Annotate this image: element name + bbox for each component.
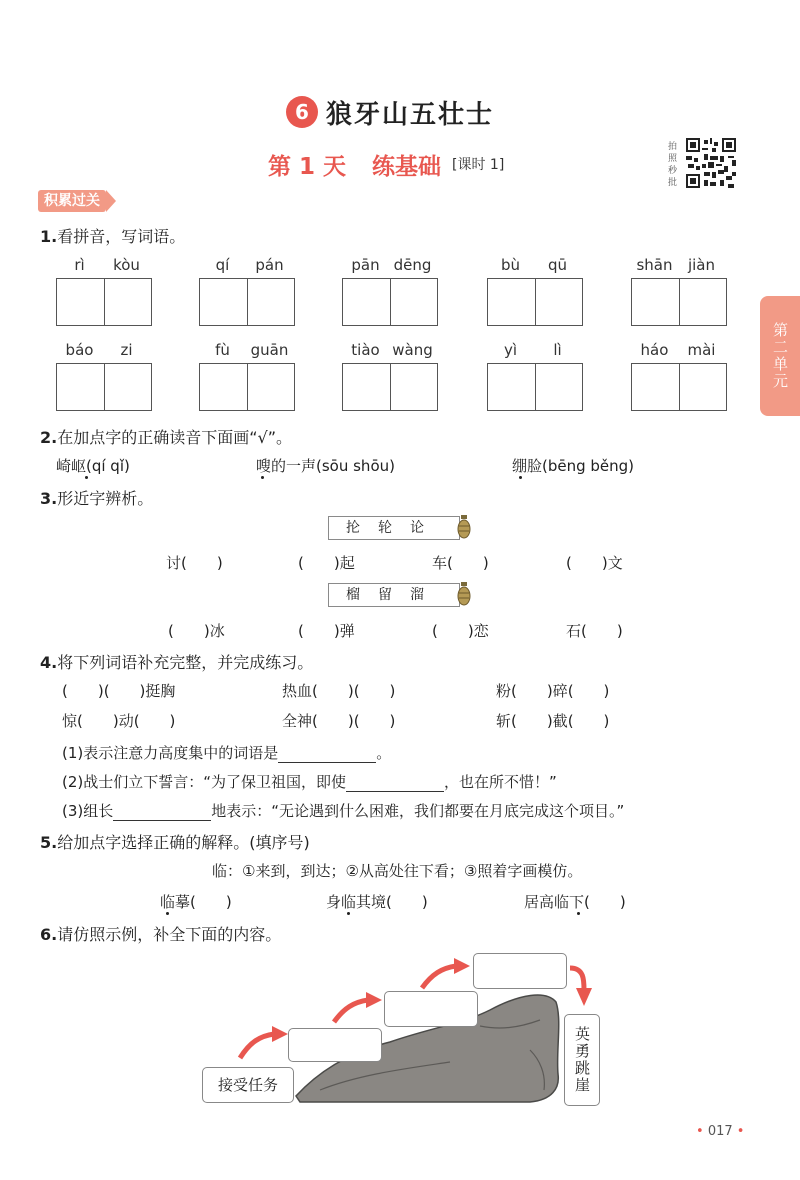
pinyin-label: fù (215, 341, 230, 359)
question-4 (40, 650, 313, 673)
pinyin-label: kòu (113, 256, 140, 274)
writing-cell[interactable] (343, 364, 391, 410)
sub-question-text: ，也在所不惜！” (444, 773, 557, 791)
question-text: 看拼音，写词语。 (57, 227, 186, 246)
sub-question-2 (62, 771, 557, 792)
sub-question-text: (3)组长 (62, 802, 114, 820)
emphasis-dot (85, 476, 88, 479)
dot-icon: • (736, 1124, 745, 1139)
writing-cell[interactable] (105, 279, 152, 325)
pinyin-label: zi (120, 341, 133, 359)
day-topic: 练基础 (372, 154, 442, 180)
pinyin-label: jiàn (687, 256, 716, 274)
char-group-frame: 抡轮论 (328, 516, 460, 540)
fill-blank-item[interactable]: ( )冰 (168, 622, 225, 640)
definition-item[interactable]: 临摹( ) (160, 893, 232, 911)
sub-question-text: (2)战士们立下誓言：“为了保卫祖国，即使 (62, 773, 347, 791)
sub-question-text: 。 (376, 744, 392, 762)
reading-item-text: 绷脸(bēng běng) (512, 457, 635, 475)
writing-cell[interactable] (57, 279, 105, 325)
pinyin-label: lì (553, 341, 562, 359)
question-number: 6. (40, 925, 58, 944)
question-text: 请仿照示例，补全下面的内容。 (57, 925, 282, 944)
lesson-title: 狼牙山五壮士 (326, 100, 495, 130)
question-2 (40, 425, 292, 448)
question-number: 1. (40, 227, 58, 246)
flow-end-box: 英勇跳崖 (564, 1014, 600, 1106)
question-number: 5. (40, 833, 58, 852)
writing-cell[interactable] (57, 364, 105, 410)
grenade-icon (456, 514, 472, 540)
pinyin-label: qū (547, 256, 568, 274)
writing-cell[interactable] (488, 279, 536, 325)
answer-blank[interactable] (346, 775, 444, 792)
pinyin-label: guān (250, 341, 289, 359)
writing-cell[interactable] (105, 364, 152, 410)
pinyin-label: pān (351, 256, 380, 274)
pinyin-label: háo (640, 341, 669, 359)
pinyin-label: dēng (393, 256, 432, 274)
grenade-icon (456, 581, 472, 607)
emphasis-dot (261, 476, 264, 479)
writing-cell[interactable] (632, 364, 680, 410)
reading-item-text: 崎岖(qí qǐ) (56, 457, 130, 475)
question-6 (40, 922, 281, 945)
unit-tab[interactable]: 第二单元 (760, 296, 800, 416)
writing-cell[interactable] (680, 364, 727, 410)
question-3 (40, 486, 153, 509)
class-time: [课时 1] (452, 157, 505, 173)
pinyin-label: mài (687, 341, 716, 359)
flow-step-box[interactable] (473, 953, 567, 989)
pinyin-label: tiào (351, 341, 380, 359)
reading-item-text: 嗖的一声(sōu shōu) (256, 457, 395, 475)
question-number: 3. (40, 489, 58, 508)
emphasis-dot (577, 912, 580, 915)
writing-box[interactable] (342, 278, 438, 326)
day-title (268, 148, 441, 181)
idiom-item[interactable]: 粉( )碎( ) (496, 682, 610, 700)
writing-cell[interactable] (680, 279, 727, 325)
emphasis-dot (519, 476, 522, 479)
writing-cell[interactable] (248, 364, 295, 410)
writing-box[interactable] (487, 278, 583, 326)
writing-box[interactable] (342, 363, 438, 411)
sub-question-1 (62, 742, 391, 763)
writing-cell[interactable] (536, 279, 583, 325)
fill-blank-item[interactable]: 石( ) (566, 622, 623, 640)
idiom-item[interactable]: 斩( )截( ) (496, 712, 610, 730)
emphasis-dot (347, 912, 350, 915)
fill-blank-item[interactable]: 车( ) (432, 554, 489, 572)
reading-item[interactable] (512, 455, 634, 476)
writing-cell[interactable] (391, 279, 438, 325)
writing-box[interactable] (56, 278, 152, 326)
pinyin-label: pán (255, 256, 284, 274)
fill-blank-item[interactable]: ( )起 (298, 554, 355, 572)
page-number (696, 1124, 744, 1139)
emphasis-dot (166, 912, 169, 915)
writing-cell[interactable] (391, 364, 438, 410)
writing-box[interactable] (199, 363, 295, 411)
question-text: 形近字辨析。 (57, 489, 154, 508)
writing-box[interactable] (631, 278, 727, 326)
pinyin-label: bù (500, 256, 521, 274)
definition-item[interactable]: 居高临下( ) (524, 893, 626, 911)
pinyin-label: yì (503, 341, 518, 359)
pinyin-label: rì (74, 256, 85, 274)
writing-cell[interactable] (200, 364, 248, 410)
idiom-item[interactable]: 惊( )动( ) (62, 712, 176, 730)
flow-start-box: 接受任务 (202, 1067, 294, 1103)
sub-question-text: 地表示：“无论遇到什么困难，我们都要在月底完成这个项目。” (211, 802, 625, 820)
dot-icon: • (696, 1124, 704, 1139)
writing-box[interactable] (199, 278, 295, 326)
sub-question-3 (62, 800, 624, 821)
pinyin-label: wàng (392, 341, 433, 359)
question-text: 将下列词语补充完整，并完成练习。 (57, 653, 314, 672)
pinyin-label: báo (65, 341, 94, 359)
answer-blank[interactable] (278, 746, 376, 763)
idiom-item[interactable]: ( )( )挺胸 (62, 682, 176, 700)
writing-cell[interactable] (343, 279, 391, 325)
char-group-frame: 榴留溜 (328, 583, 460, 607)
question-1 (40, 224, 185, 247)
fill-blank-item[interactable]: ( )文 (566, 554, 623, 572)
question-5 (40, 830, 310, 853)
question-number: 2. (40, 428, 58, 447)
reading-item[interactable] (256, 455, 395, 476)
question-text: 给加点字选择正确的解释。(填序号) (57, 833, 310, 852)
writing-cell[interactable] (488, 364, 536, 410)
fill-blank-item[interactable]: ( )弹 (298, 622, 355, 640)
question-text: 在加点字的正确读音下面画“√”。 (57, 428, 292, 447)
pinyin-label: qí (215, 256, 230, 274)
fill-blank-item[interactable]: ( )恋 (432, 622, 489, 640)
writing-box[interactable] (487, 363, 583, 411)
writing-cell[interactable] (200, 279, 248, 325)
sub-question-text: (1)表示注意力高度集中的词语是 (62, 744, 279, 762)
writing-box[interactable] (56, 363, 152, 411)
qr-code-icon[interactable] (684, 136, 738, 190)
writing-cell[interactable] (632, 279, 680, 325)
idiom-item[interactable]: 全神( )( ) (282, 712, 396, 730)
flow-step-box[interactable] (384, 991, 478, 1027)
writing-box[interactable] (631, 363, 727, 411)
writing-cell[interactable] (248, 279, 295, 325)
question-number: 4. (40, 653, 58, 672)
qr-label: 拍照秒批 (668, 142, 678, 188)
lesson-number-badge: 6 (286, 96, 318, 128)
definition-item[interactable]: 身临其境( ) (326, 893, 428, 911)
fill-blank-item[interactable]: 讨( ) (166, 554, 223, 572)
answer-blank[interactable] (113, 804, 211, 821)
flow-step-box[interactable] (288, 1028, 382, 1062)
section-tag: 积累过关 (38, 190, 106, 212)
writing-cell[interactable] (536, 364, 583, 410)
page-number-text: 017 (707, 1124, 733, 1139)
day-label: 第 1 天 (268, 154, 347, 180)
reading-item[interactable] (56, 455, 130, 476)
definitions: 临：①来到，到达；②从高处往下看；③照着字画模仿。 (212, 862, 583, 880)
idiom-item[interactable]: 热血( )( ) (282, 682, 396, 700)
pinyin-label: shān (636, 256, 673, 274)
